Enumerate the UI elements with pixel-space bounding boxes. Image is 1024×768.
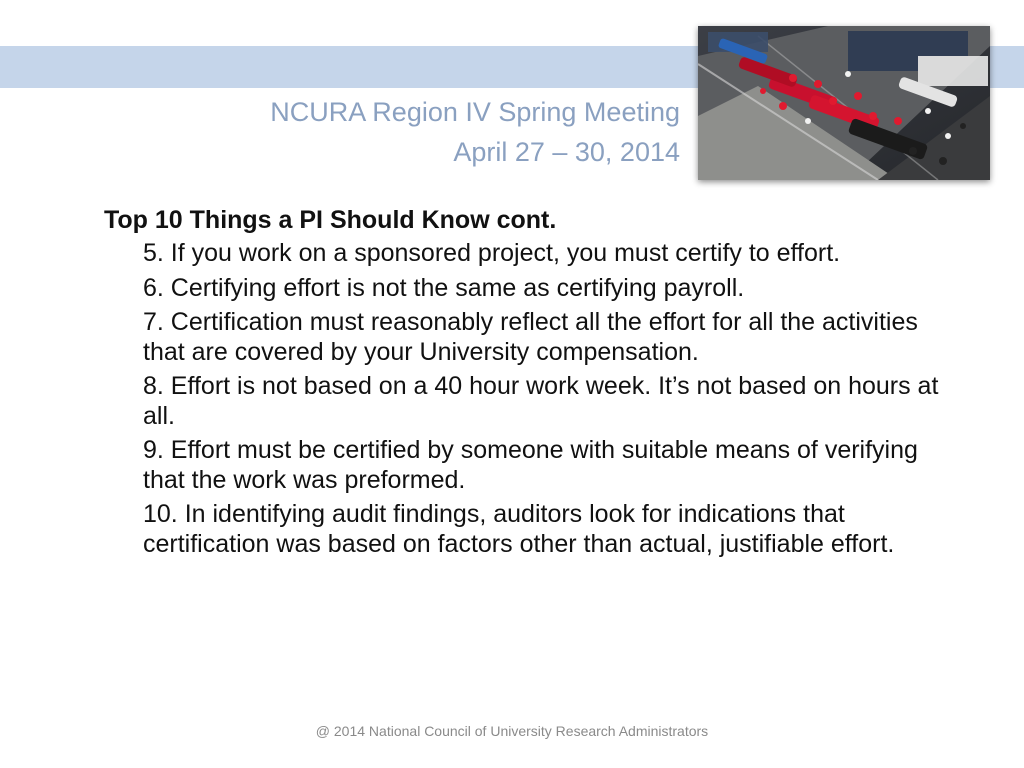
photo-illustration	[698, 26, 990, 180]
list-item: 7. Certification must reasonably reflect all the effort for all the activities that are covered by your University compensation.	[143, 308, 918, 366]
list-item: 6. Certifying effort is not the same as certifying payroll.	[143, 273, 745, 302]
point-list	[104, 239, 944, 559]
title-line-2: April 27 – 30, 2014	[453, 137, 680, 167]
slide-heading: Top 10 Things a PI Should Know cont.	[104, 206, 557, 234]
page-title	[270, 92, 680, 172]
slide-body	[104, 205, 944, 564]
list-item: 9. Effort must be certified by someone with suitable means of verifying that the work was preformed.	[143, 436, 918, 494]
race-pit-photo	[698, 26, 990, 180]
list-item: 5. If you work on a sponsored project, you must certify to effort.	[143, 239, 841, 267]
footer-copyright: @ 2014 National Council of University Research Administrators	[315, 723, 709, 739]
list-item: 8. Effort is not based on a 40 hour work week. It’s not based on hours at all.	[143, 372, 939, 430]
title-line-1: NCURA Region IV Spring Meeting	[270, 97, 680, 127]
list-item: 10. In identifying audit findings, auditors look for indications that certification was based on factors other than actual, justifiable effort.	[143, 500, 895, 558]
